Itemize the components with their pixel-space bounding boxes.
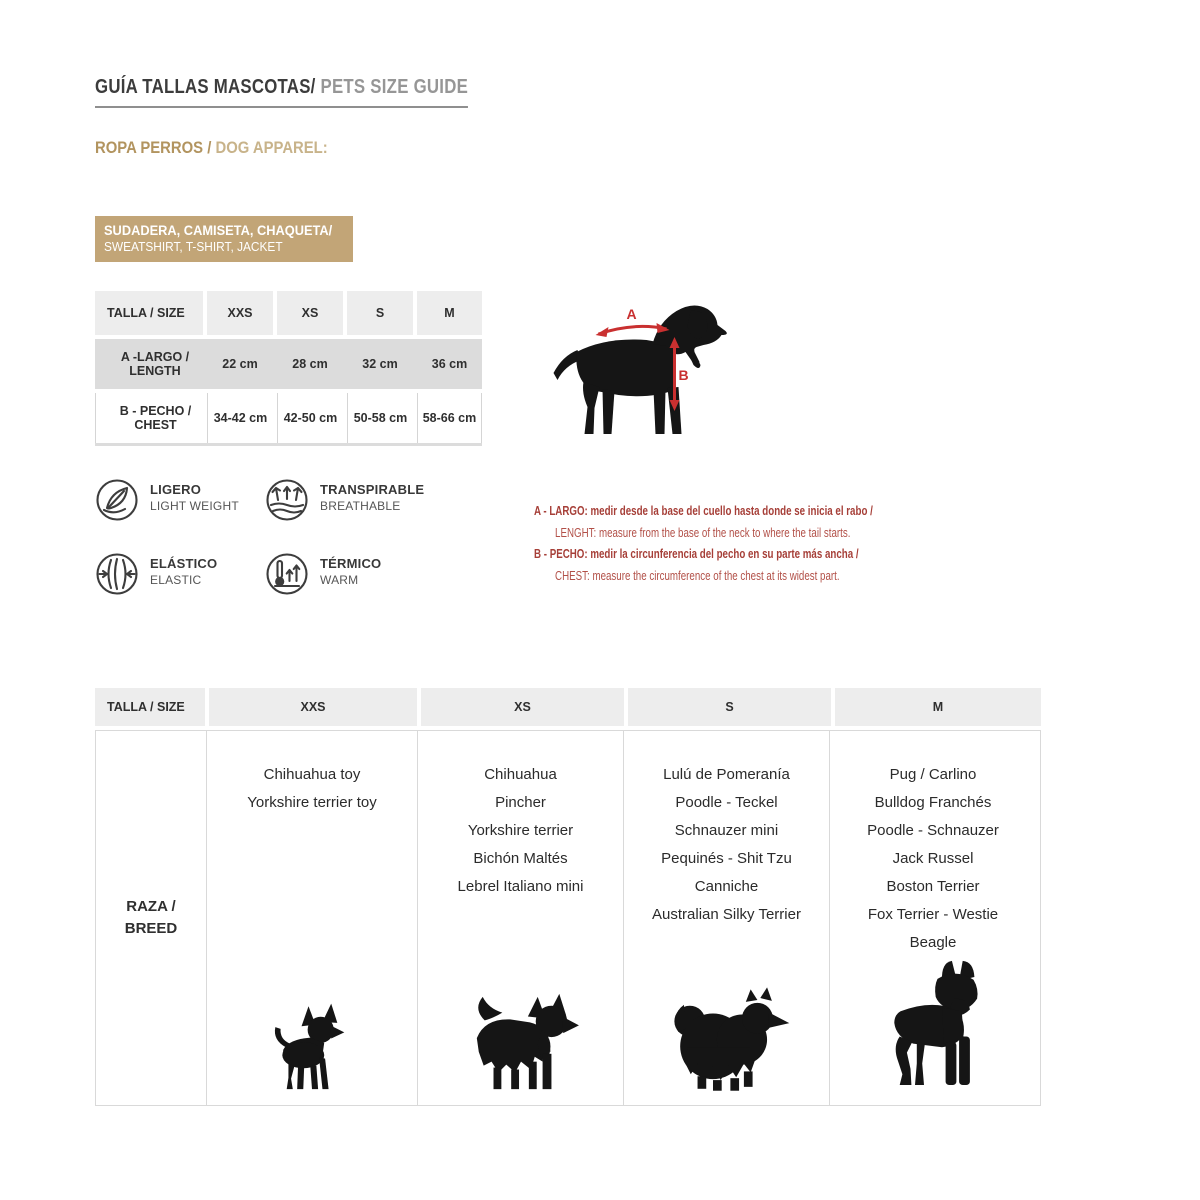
- breed-item: Chihuahua: [484, 766, 557, 783]
- breed-table-body: [95, 730, 1041, 1106]
- french-bulldog-silhouette: [870, 957, 996, 1097]
- page-title-en-text: PETS SIZE GUIDE: [320, 76, 469, 98]
- length-value: 28 cm: [292, 357, 328, 371]
- measuring-notes: [534, 501, 971, 587]
- note-a-en: LENGHT: measure from the base of the neck to where the tail starts.: [555, 525, 851, 540]
- length-value: 36 cm: [431, 357, 468, 371]
- breed-column-xxs: [207, 731, 418, 1105]
- feature-label-en: WARM: [320, 573, 359, 587]
- breed-item: Schnauzer mini: [674, 822, 779, 839]
- breed-dog-image: [870, 957, 996, 1097]
- breed-column-m: [830, 731, 1036, 1105]
- note-a-es: A - LARGO: medir desde la base del cuello hasta donde se inicia el rabo /: [534, 504, 873, 518]
- feature-breathable: [265, 478, 485, 522]
- note-b-en: CHEST: measure the circumference of the chest at its widest part.: [555, 568, 840, 583]
- feature-label-es: TÉRMICO: [320, 556, 382, 571]
- breed-item: Poodle - Teckel: [675, 794, 778, 811]
- feature-list: [95, 478, 485, 596]
- size-table-header-cell: XXS: [207, 291, 273, 335]
- breathable-icon: [265, 478, 309, 522]
- breed-item: Jack Russel: [892, 850, 974, 867]
- breed-table-header-cell: TALLA / SIZE: [95, 688, 205, 726]
- breed-table: [95, 688, 1041, 1106]
- subtitle-es: ROPA PERROS /: [95, 139, 212, 157]
- feature-lightweight: [95, 478, 265, 522]
- breed-item: Australian Silky Terrier: [652, 906, 801, 923]
- pomeranian-silhouette: [657, 985, 797, 1097]
- feature-label-en: BREATHABLE: [320, 499, 401, 513]
- page-title-es: GUÍA TALLAS MASCOTAS/: [95, 76, 316, 98]
- size-table-header-row: [95, 291, 482, 335]
- svg-text:B: B: [678, 367, 689, 383]
- size-table-header-cell: M: [417, 291, 482, 335]
- breed-table-header-cell: XXS: [209, 688, 417, 726]
- breed-item: Boston Terrier: [886, 878, 980, 895]
- length-value: 32 cm: [362, 357, 398, 371]
- breed-column-xs: [418, 731, 624, 1105]
- breed-row-label-en: BREED: [124, 920, 178, 937]
- chest-value: 50-58 cm: [347, 393, 413, 443]
- garment-type-badge: [95, 216, 353, 262]
- note-b-es: B - PECHO: medir la circunferencia del pecho en su parte más ancha /: [534, 547, 859, 561]
- chest-value: 42-50 cm: [277, 393, 343, 443]
- breed-item: Poodle - Schnauzer: [867, 822, 999, 839]
- breed-list: [652, 731, 801, 929]
- breed-item: Bichón Maltés: [473, 850, 568, 867]
- breed-item: Yorkshire terrier toy: [247, 794, 377, 811]
- size-table-header-cell: XS: [277, 291, 343, 335]
- page-title: [95, 76, 468, 108]
- length-row-label: A -LARGO / LENGTH: [120, 350, 190, 378]
- breed-dog-image: [457, 989, 585, 1097]
- feature-label-es: LIGERO: [150, 482, 202, 497]
- size-table-header-cell: TALLA / SIZE: [95, 291, 203, 335]
- badge-line-es: SUDADERA, CAMISETA, CHAQUETA/: [104, 223, 333, 238]
- labrador-silhouette: [548, 294, 753, 454]
- breed-list: [867, 731, 999, 957]
- breed-row-label-es: RAZA /: [126, 898, 176, 915]
- breed-table-header-cell: M: [835, 688, 1041, 726]
- breed-item: Fox Terrier - Westie: [867, 906, 999, 923]
- measure-arrow-a: [596, 306, 670, 337]
- elastic-icon: [95, 552, 139, 596]
- breed-item: Beagle: [909, 934, 957, 951]
- breed-table-header-cell: XS: [421, 688, 624, 726]
- chihuahua-silhouette: [256, 1001, 368, 1097]
- feature-elastic: [95, 552, 265, 596]
- thermometer-icon: [265, 552, 309, 596]
- size-table-length-row: [95, 339, 482, 389]
- breed-table-header-row: [95, 688, 1041, 726]
- section-subtitle: [95, 139, 328, 158]
- feature-label-es: ELÁSTICO: [150, 556, 218, 571]
- svg-text:A: A: [626, 306, 637, 322]
- chest-value: 58-66 cm: [417, 393, 482, 443]
- breed-item: Pincher: [495, 794, 546, 811]
- breed-item: Canniche: [694, 878, 759, 895]
- size-table-chest-row: [95, 393, 482, 443]
- breed-dog-image: [256, 1001, 368, 1097]
- breed-table-header-cell: S: [628, 688, 831, 726]
- breed-row-label: [96, 731, 207, 1105]
- breed-item: Chihuahua toy: [263, 766, 361, 783]
- longhair-chihuahua-silhouette: [457, 989, 585, 1097]
- size-table-header-cell: S: [347, 291, 413, 335]
- feature-label-en: ELASTIC: [150, 573, 202, 587]
- feature-warm: [265, 552, 485, 596]
- chest-row-label: B - PECHO / CHEST: [95, 393, 203, 443]
- badge-line-en: SWEATSHIRT, T-SHIRT, JACKET: [104, 240, 283, 254]
- feature-label-en: LIGHT WEIGHT: [150, 499, 239, 513]
- length-value: 22 cm: [222, 357, 258, 371]
- breed-list: [458, 731, 584, 901]
- breed-item: Bulldog Franchés: [874, 794, 992, 811]
- chest-value: 34-42 cm: [207, 393, 273, 443]
- measuring-diagram: [548, 294, 753, 454]
- breed-item: Pequinés - Shit Tzu: [661, 850, 792, 867]
- size-table: [95, 291, 482, 446]
- breed-column-s: [624, 731, 830, 1105]
- feather-icon: [95, 478, 139, 522]
- breed-item: Lulú de Pomeranía: [663, 766, 790, 783]
- breed-dog-image: [657, 985, 797, 1097]
- feature-label-es: TRANSPIRABLE: [320, 482, 425, 497]
- breed-list: [247, 731, 377, 817]
- breed-item: Pug / Carlino: [889, 766, 977, 783]
- subtitle-en: DOG APPAREL:: [215, 139, 328, 157]
- breed-item: Yorkshire terrier: [467, 822, 574, 839]
- breed-item: Lebrel Italiano mini: [457, 878, 584, 895]
